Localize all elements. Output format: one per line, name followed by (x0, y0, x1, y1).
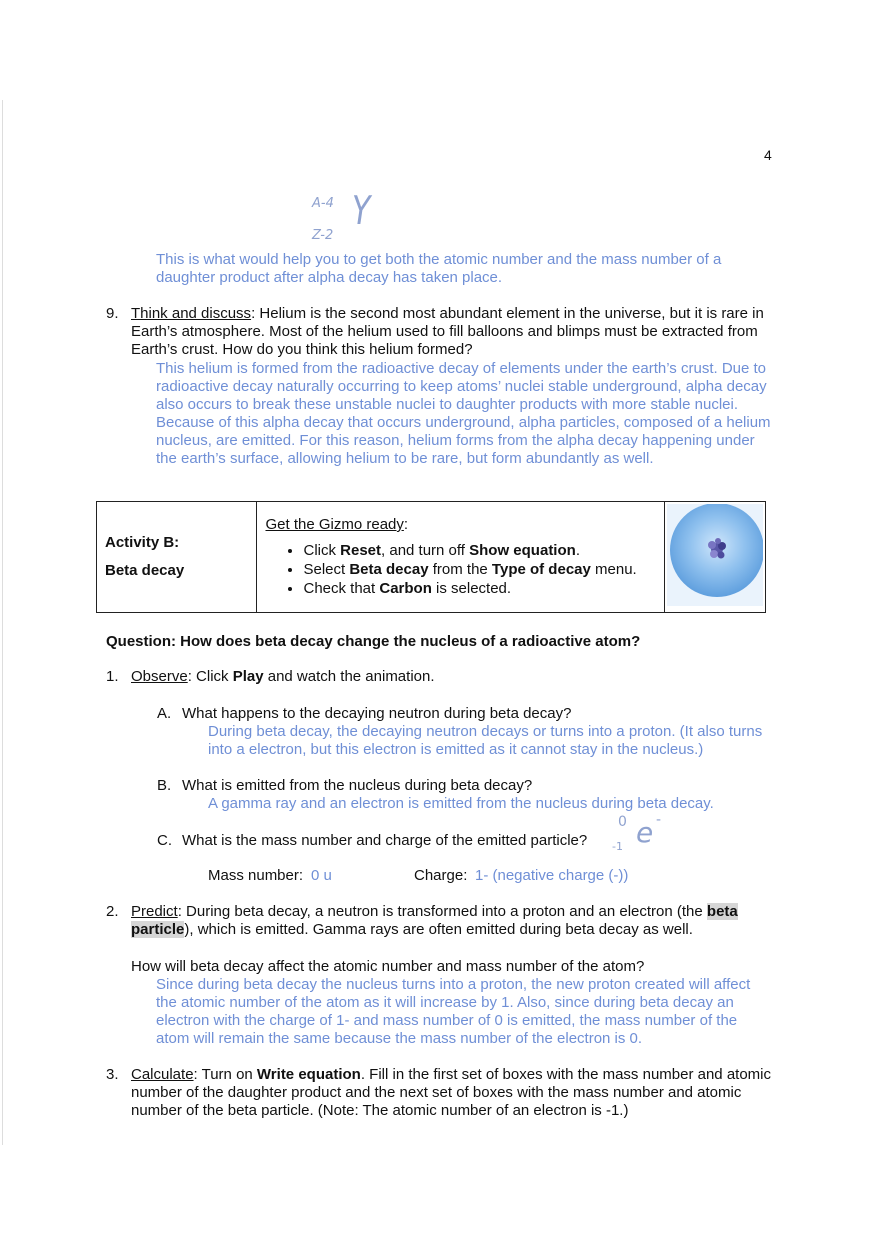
q9-question (131, 305, 771, 359)
beta-highlight-2: particle (131, 921, 185, 938)
handwritten-formula-bottom: Z-2 (312, 228, 334, 243)
q9-number: 9. (106, 305, 119, 322)
q1b-letter: B. (157, 777, 172, 794)
q1b-answer: A gamma ray and an electron is emitted from the nucleus during beta decay. (208, 795, 714, 812)
beta-highlight-1: beta (706, 903, 738, 920)
q1c-letter: C. (157, 832, 172, 849)
handwritten-top-index: 0 (618, 814, 627, 830)
handwritten-electron-symbol: e (636, 816, 654, 849)
gizmo-heading (265, 516, 658, 534)
q2-answer: Since during beta decay the nucleus turns into a proton, the new proton created will affect the atomic number of the atom as it will increase by 1. Also, since during beta decay an electron with the charge of 1- and mass number of 0 is emitted, the mass number of the atom will remain the same because the mass number of the electron is 0. (156, 976, 751, 1047)
activity-title: Activity B: (105, 534, 180, 551)
gizmo-heading-colon: : (403, 516, 409, 533)
gizmo-steps-list (265, 542, 658, 598)
q3-label: Calculate (131, 1066, 194, 1083)
handwritten-bottom-index: -1 (612, 840, 623, 853)
answer-q8: This is what would help you to get both the atomic number and the mass number of a daughter product after alpha decay has taken place. (156, 251, 722, 286)
gizmo-instructions-cell (257, 502, 665, 613)
gizmo-heading-text: Get the Gizmo ready (265, 516, 404, 533)
q9-label: Think and discuss (131, 305, 252, 322)
q2-question: How will beta decay affect the atomic number and mass number of the atom? (131, 958, 645, 975)
q1a-letter: A. (157, 705, 172, 722)
q2-label: Predict (131, 903, 178, 920)
handwritten-formula-top: A-4 (312, 196, 334, 211)
q1a-question: What happens to the decaying neutron during beta decay? (182, 705, 572, 722)
q2-statement: Predict: During beta decay, a neutron is transformed into a proton and an electron (the beta particle), which is emitted. Gamma rays are often emitted during beta decay as well. (131, 903, 738, 938)
charge-label: Charge: (414, 867, 468, 884)
q1b-question: What is emitted from the nucleus during beta decay? (182, 777, 533, 794)
mass-number-value: 0 u (311, 867, 332, 884)
q2-number: 2. (106, 903, 119, 920)
q3-number: 3. (106, 1066, 119, 1083)
activity-subtitle: Beta decay (105, 562, 185, 579)
handwritten-electron-charge: - (656, 812, 662, 828)
mass-number-label: Mass number: (208, 867, 304, 884)
atom-nucleus-image (667, 504, 763, 606)
gizmo-step-select: • Select Beta decay from the Type of decay menu. (303, 561, 658, 579)
page-number: 4 (764, 147, 772, 163)
activity-title-cell (97, 502, 257, 613)
handwritten-symbol-y: Y (352, 188, 371, 235)
gizmo-step-reset: • Click Reset, and turn off Show equation. (303, 542, 658, 560)
q3-statement: Calculate: Turn on Write equation. Fill in the first set of boxes with the mass number and atomic number of the daughter product and the next set of boxes with the mass number and atomic number of the beta particle. (Note: The atomic number of an electron is -1.) (131, 1066, 771, 1119)
charge-value: 1- (negative charge (-)) (475, 867, 629, 884)
q9-text: : Helium is the second most abundant element in the universe, but it is rare in Earth’s atmosphere. Most of the helium used to fill balloons and blimps must be extracted from Earth’s crust. How do you think this helium formed? (131, 305, 764, 358)
q1-label: Observe (131, 668, 188, 685)
page-left-edge (2, 100, 3, 1145)
q1c-question: What is the mass number and charge of the emitted particle? (182, 832, 588, 849)
q1-number: 1. (106, 668, 119, 685)
gizmo-image-cell (665, 502, 766, 613)
gizmo-step-check: • Check that Carbon is selected. (303, 580, 658, 598)
q1a-answer: During beta decay, the decaying neutron decays or turns into a proton. (It also turns into a electron, but this electron is emitted as it cannot stay in the nucleus.) (208, 723, 763, 758)
q9-answer: This helium is formed from the radioactive decay of elements under the earth’s crust. Due to radioactive decay naturally occurring to keep atoms’ nuclei stable underground, alpha decay also occurs to break these unstable nuclei to daughter products with more stable nuclei. Because of this alpha decay that occurs underground, alpha particles, composed of a helium nucleus, are emitted. For this reason, helium forms from the alpha decay happening under the earth’s surface, allowing helium to be rare, but form abundantly as well. (156, 360, 771, 467)
question-heading: Question: How does beta decay change the nucleus of a radioactive atom? (106, 633, 641, 650)
activity-table (96, 501, 766, 613)
q1-question: Observe: Click Play and watch the animation. (131, 668, 435, 685)
